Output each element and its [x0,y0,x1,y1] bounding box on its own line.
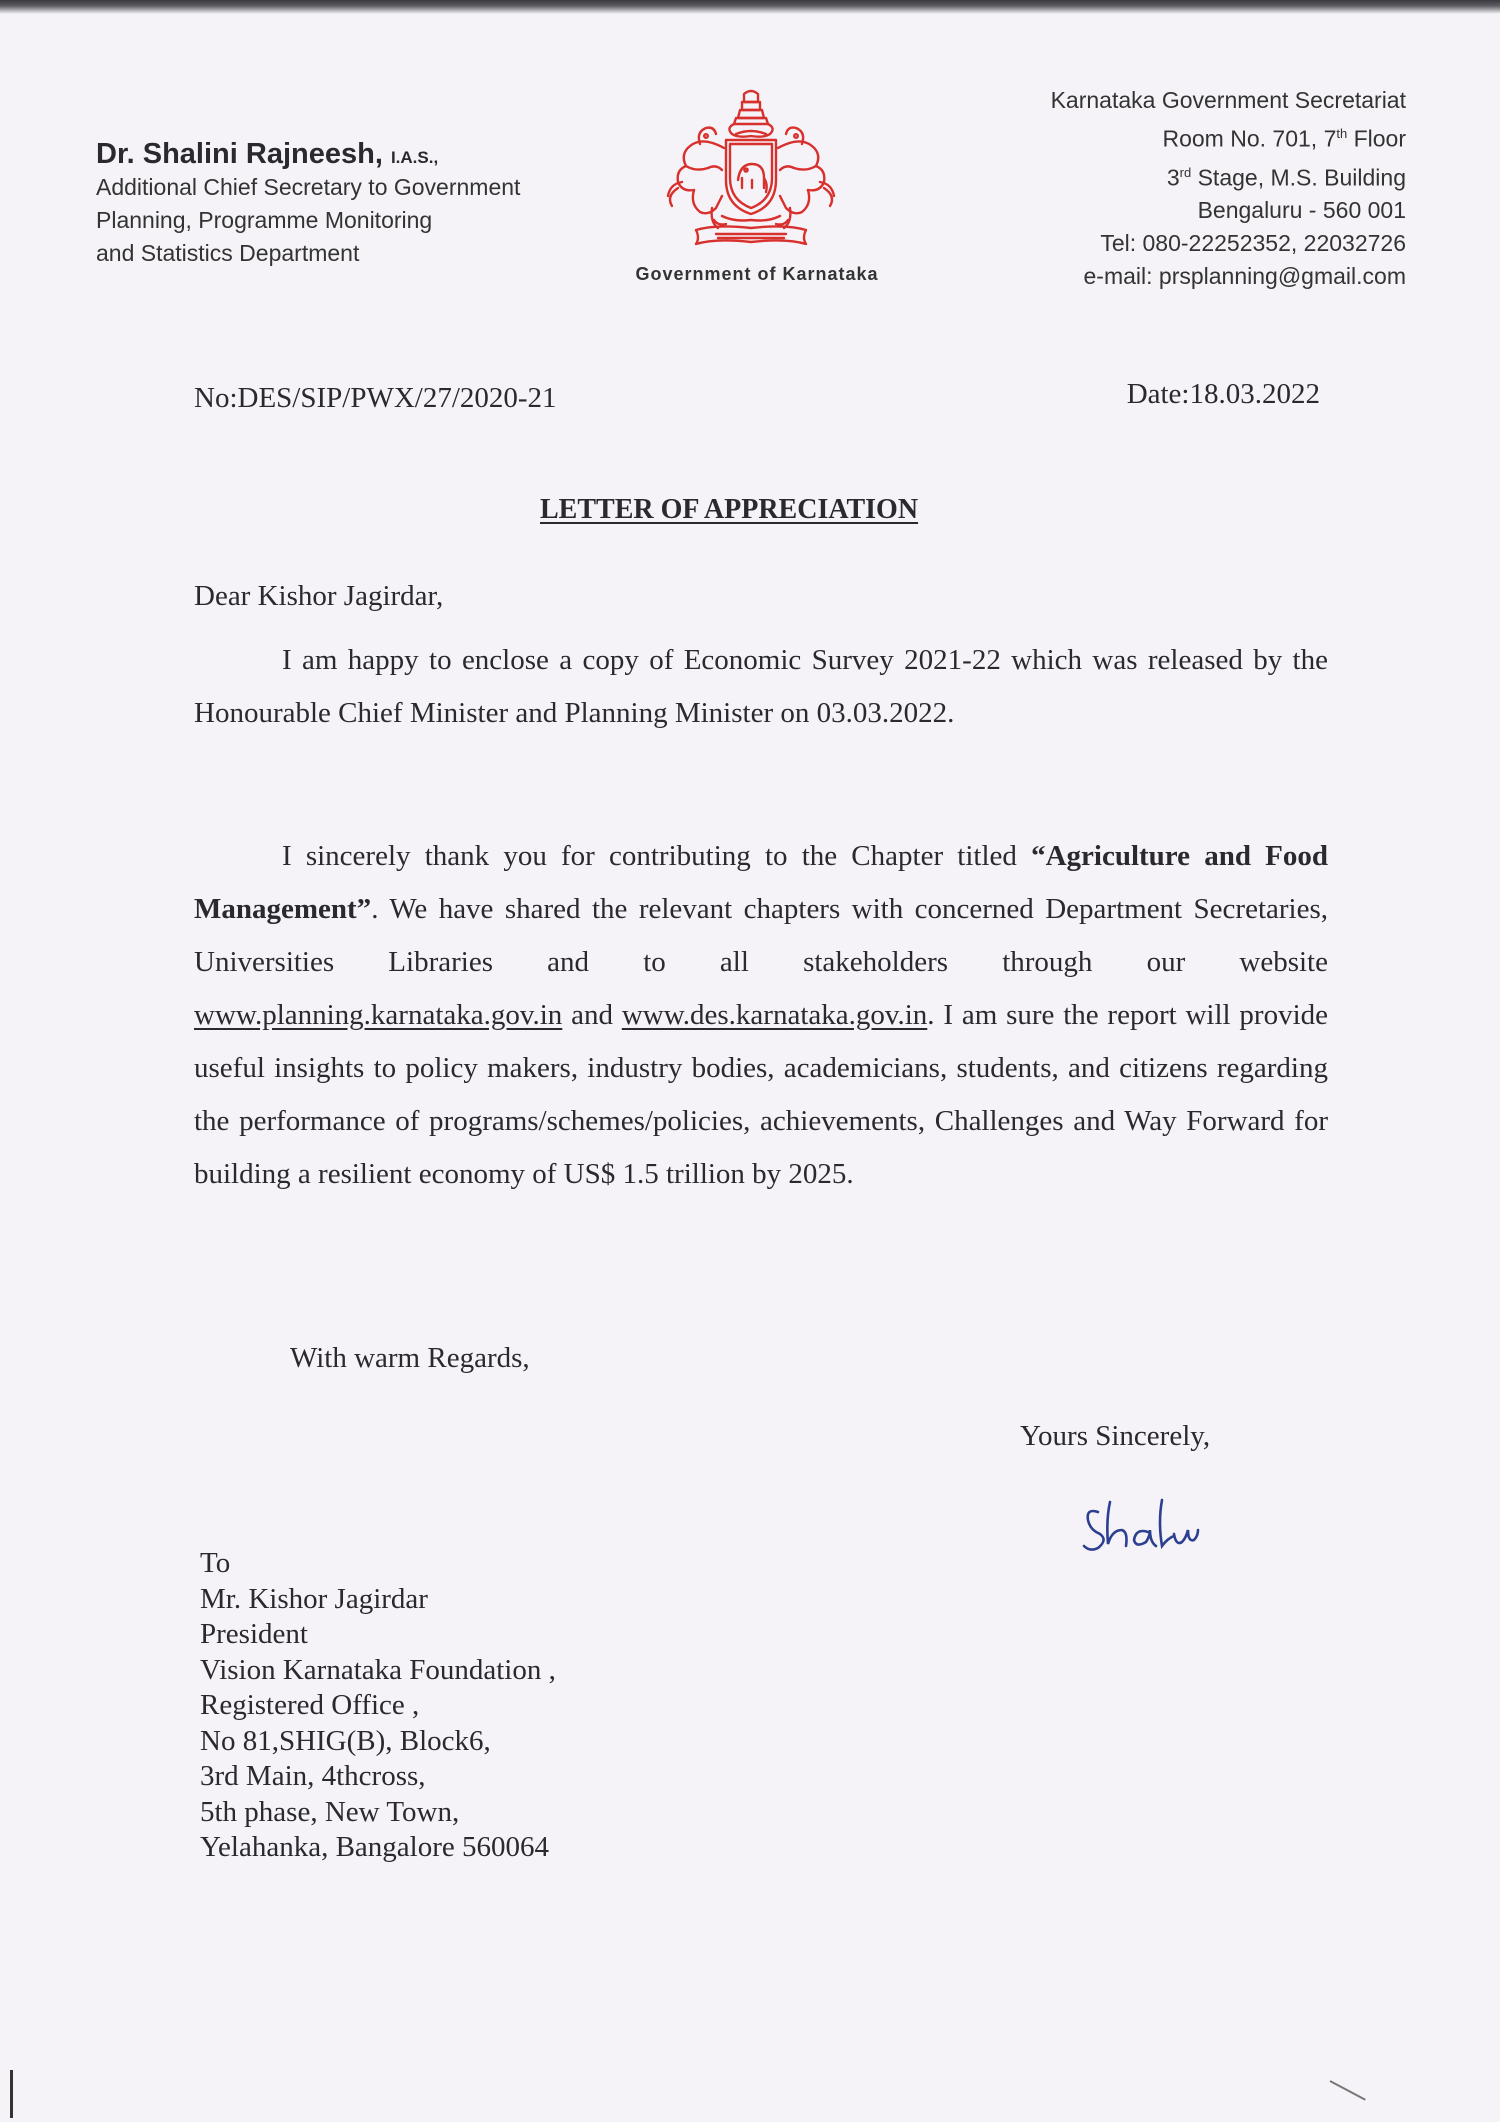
address-email: e-mail: prsplanning@gmail.com [1083,263,1406,290]
official-name: Dr. Shalini Rajneesh, I.A.S., [96,138,439,170]
recipient-phase: 5th phase, New Town, [200,1795,460,1828]
address-room: Room No. 701, 7th Floor [1162,125,1406,152]
letter-subject: LETTER OF APPRECIATION [540,494,919,525]
body-paragraph-2: I sincerely thank you for contributing to the Chapter titled “Agriculture and Food Management”. We have shared the relevant chapters with concerned Department Secretaries, Universities Libraries and to all stakeholders through our website www.planning.karnataka.gov.in and www.des.karnataka.gov.in. I am sure the report will provide useful insights to policy makers, industry bodies, academicians, students, and citizens regarding the performance of programs/schemes/policies, achievements, Challenges and Way Forward for building a resilient economy of US$ 1.5 trillion by 2025. [194,840,1328,1190]
address-telephone: Tel: 080-22252352, 22032726 [1100,230,1406,257]
address-building: 3rd Stage, M.S. Building [1166,164,1406,191]
official-suffix: I.A.S., [390,148,439,167]
state-emblem-icon [656,88,846,256]
reference-number: No:DES/SIP/PWX/27/2020-21 [194,382,557,414]
salutation: Dear Kishor Jagirdar, [194,580,444,612]
recipient-street: No 81,SHIG(B), Block6, [200,1724,491,1757]
closing-line: Yours Sincerely, [1020,1420,1211,1452]
address-block [1051,84,1406,293]
recipient-city: Yelahanka, Bangalore 560064 [200,1831,550,1863]
planning-website-link[interactable]: www.planning.karnataka.gov.in [194,999,563,1031]
regards-line: With warm Regards, [290,1342,530,1374]
scan-corner-mark [1330,2080,1366,2101]
recipient-organization: Vision Karnataka Foundation , [200,1653,556,1686]
official-department-line1: Planning, Programme Monitoring [96,207,433,233]
official-department-line2: and Statistics Department [96,240,360,266]
recipient-to: To [200,1547,231,1579]
letter-date: Date:18.03.2022 [1126,378,1320,410]
des-website-link[interactable]: www.des.karnataka.gov.in [621,999,928,1031]
recipient-office: Registered Office , [200,1689,420,1721]
recipient-cross: 3rd Main, 4thcross, [200,1760,426,1792]
scan-top-edge [0,0,1500,14]
address-city: Bengaluru - 560 001 [1197,197,1406,224]
official-block [96,138,520,270]
address-secretariat: Karnataka Government Secretariat [1050,87,1406,113]
recipient-name: Mr. Kishor Jagirdar [200,1582,428,1615]
emblem-caption: Government of Karnataka [635,264,879,284]
body-paragraph-1: I am happy to enclose a copy of Economic Survey 2021-22 which was released by the Honourable Chief Minister and Planning Minister on 03.03.2022. [194,644,1328,729]
recipient-title: President [200,1618,308,1650]
official-designation: Additional Chief Secretary to Government [96,174,521,200]
chapter-title: “Agriculture and Food Management” [194,840,1328,925]
scan-left-mark [10,2070,13,2118]
signature-icon [1076,1490,1206,1560]
recipient-address [200,1546,556,1866]
